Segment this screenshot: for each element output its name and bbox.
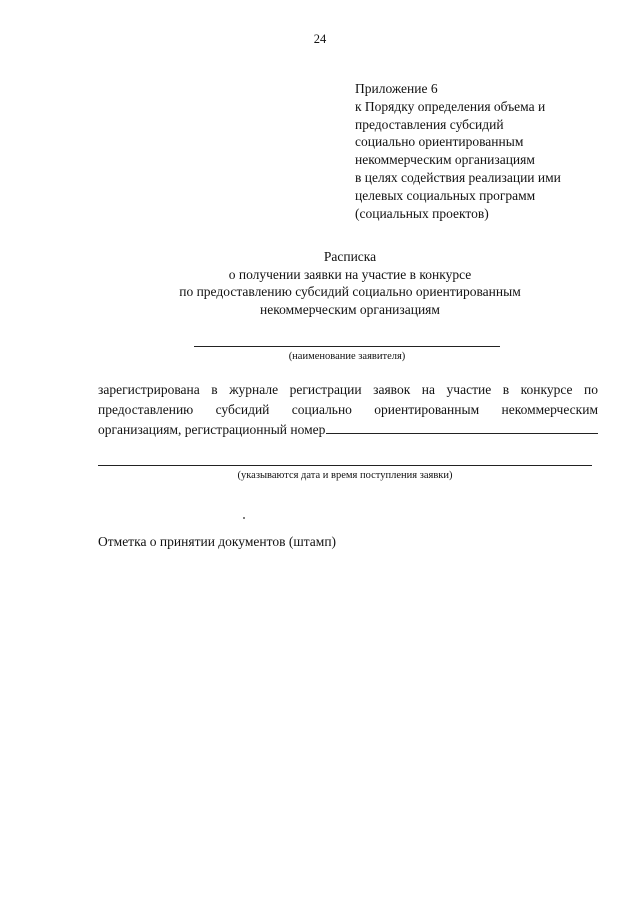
title-line: Расписка <box>323 249 377 264</box>
appendix-line: социально ориентированным <box>355 134 524 150</box>
paragraph-line: зарегистрирована в журнале регистрации заявок на участие в конкурсе по <box>98 382 598 397</box>
stamp-mark-label: Отметка о принятии документов (штамп) <box>98 534 337 549</box>
appendix-line: Приложение 6 <box>355 81 438 96</box>
appendix-line: (социальных проектов) <box>355 205 489 221</box>
paragraph-line: предоставлению субсидий социально ориентированным некоммерческим <box>98 402 598 417</box>
appendix-header <box>355 80 625 222</box>
appendix-line: целевых социальных программ <box>355 187 536 203</box>
title-line: некоммерческим организациям <box>260 301 440 317</box>
title-line: по предоставлению субсидий социально ориентированным <box>179 284 521 299</box>
title-line: о получении заявки на участие в конкурсе <box>228 266 472 282</box>
registration-paragraph <box>98 380 598 440</box>
appendix-line: к Порядку определения объема и <box>355 98 546 114</box>
paragraph-line: организациям, регистрационный номер <box>98 422 326 437</box>
applicant-caption: (наименование заявителя) <box>288 351 406 362</box>
appendix-line: в целях содействия реализации ими <box>355 169 561 185</box>
appendix-line: предоставления субсидий <box>355 116 504 132</box>
scan-speck <box>243 517 245 519</box>
date-time-field <box>98 465 592 466</box>
document-title <box>0 248 640 318</box>
paragraph-last-line <box>98 420 598 440</box>
date-caption: (указываются дата и время поступления заявки) <box>237 470 453 481</box>
appendix-line: некоммерческим организациям <box>355 152 535 168</box>
applicant-name-field <box>194 346 500 347</box>
page-number: 24 <box>313 32 327 46</box>
registration-number-field <box>326 420 598 434</box>
